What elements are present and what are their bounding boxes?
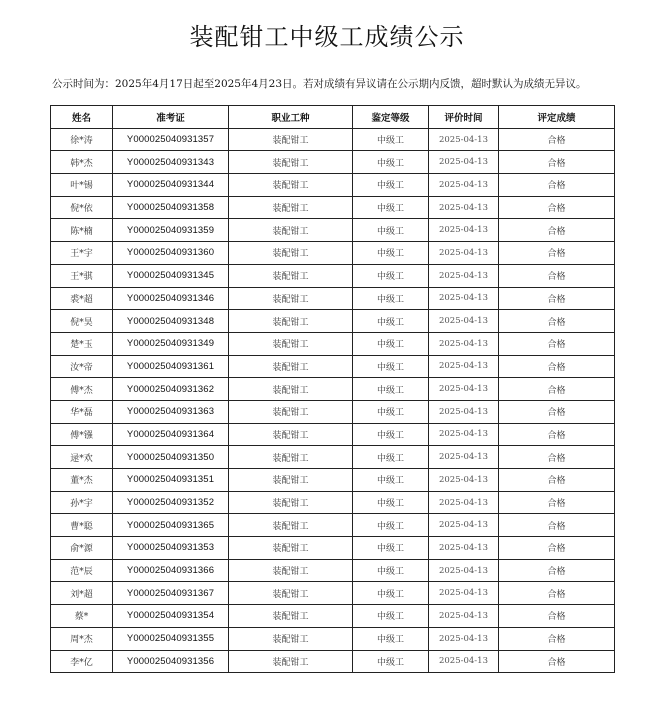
- cell-exam-id: Y000025040931359: [113, 219, 229, 242]
- cell-occupation: 装配钳工: [229, 605, 353, 628]
- cell-occupation: 装配钳工: [229, 242, 353, 265]
- table-row: [51, 469, 615, 492]
- col-header-eval-date: 评价时间: [429, 106, 499, 129]
- cell-level: 中级工: [353, 287, 429, 310]
- cell-result: 合格: [499, 400, 615, 423]
- cell-level: 中级工: [353, 514, 429, 537]
- cell-level: 中级工: [353, 196, 429, 219]
- cell-result: 合格: [499, 514, 615, 537]
- cell-name: 华*磊: [51, 400, 113, 423]
- cell-exam-id: Y000025040931358: [113, 196, 229, 219]
- col-header-result: 评定成绩: [499, 106, 615, 129]
- header-row: [51, 106, 615, 129]
- table-row: [51, 400, 615, 423]
- cell-exam-id: Y000025040931346: [113, 287, 229, 310]
- results-table: [50, 105, 615, 673]
- cell-occupation: 装配钳工: [229, 287, 353, 310]
- cell-exam-id: Y000025040931345: [113, 264, 229, 287]
- cell-level: 中级工: [353, 469, 429, 492]
- cell-occupation: 装配钳工: [229, 514, 353, 537]
- cell-result: 合格: [499, 219, 615, 242]
- results-table-body: [51, 128, 615, 673]
- cell-level: 中级工: [353, 128, 429, 151]
- cell-name: 叶*锡: [51, 174, 113, 197]
- cell-name: 范*辰: [51, 559, 113, 582]
- cell-occupation: 装配钳工: [229, 423, 353, 446]
- cell-eval-date: 2025-04-13: [429, 355, 499, 378]
- cell-level: 中级工: [353, 310, 429, 333]
- table-row: [51, 446, 615, 469]
- cell-eval-date: 2025-04-13: [429, 627, 499, 650]
- cell-name: 汝*帝: [51, 355, 113, 378]
- cell-eval-date: 2025-04-13: [429, 196, 499, 219]
- cell-eval-date: 2025-04-13: [429, 378, 499, 401]
- table-row: [51, 378, 615, 401]
- notice-text: 公示时间为：2025年4月17日起至2025年4月23日。若对成绩有异议请在公示期内反馈，超时默认为成绩无异议。: [52, 78, 587, 90]
- cell-result: 合格: [499, 469, 615, 492]
- cell-result: 合格: [499, 242, 615, 265]
- cell-exam-id: Y000025040931350: [113, 446, 229, 469]
- cell-exam-id: Y000025040931351: [113, 469, 229, 492]
- cell-name: 徐*涛: [51, 128, 113, 151]
- table-row: [51, 219, 615, 242]
- cell-name: 蔡*: [51, 605, 113, 628]
- cell-eval-date: 2025-04-13: [429, 650, 499, 673]
- cell-level: 中级工: [353, 627, 429, 650]
- col-header-occupation: 职业工种: [229, 106, 353, 129]
- table-row: [51, 605, 615, 628]
- cell-eval-date: 2025-04-13: [429, 559, 499, 582]
- cell-name: 孙*宇: [51, 491, 113, 514]
- table-row: [51, 514, 615, 537]
- page-title: 装配钳工中级工成绩公示: [189, 23, 465, 51]
- cell-eval-date: 2025-04-13: [429, 400, 499, 423]
- cell-name: 陈*楠: [51, 219, 113, 242]
- cell-level: 中级工: [353, 378, 429, 401]
- cell-eval-date: 2025-04-13: [429, 537, 499, 560]
- cell-exam-id: Y000025040931344: [113, 174, 229, 197]
- cell-occupation: 装配钳工: [229, 128, 353, 151]
- cell-level: 中级工: [353, 559, 429, 582]
- cell-eval-date: 2025-04-13: [429, 332, 499, 355]
- cell-eval-date: 2025-04-13: [429, 423, 499, 446]
- cell-exam-id: Y000025040931364: [113, 423, 229, 446]
- cell-level: 中级工: [353, 400, 429, 423]
- cell-result: 合格: [499, 287, 615, 310]
- table-row: [51, 355, 615, 378]
- cell-exam-id: Y000025040931366: [113, 559, 229, 582]
- cell-result: 合格: [499, 355, 615, 378]
- table-row: [51, 196, 615, 219]
- cell-occupation: 装配钳工: [229, 151, 353, 174]
- cell-result: 合格: [499, 128, 615, 151]
- cell-result: 合格: [499, 332, 615, 355]
- cell-occupation: 装配钳工: [229, 469, 353, 492]
- table-row: [51, 332, 615, 355]
- cell-level: 中级工: [353, 582, 429, 605]
- cell-result: 合格: [499, 559, 615, 582]
- cell-occupation: 装配钳工: [229, 650, 353, 673]
- cell-occupation: 装配钳工: [229, 627, 353, 650]
- cell-occupation: 装配钳工: [229, 582, 353, 605]
- cell-result: 合格: [499, 582, 615, 605]
- cell-occupation: 装配钳工: [229, 174, 353, 197]
- cell-result: 合格: [499, 174, 615, 197]
- cell-exam-id: Y000025040931361: [113, 355, 229, 378]
- cell-level: 中级工: [353, 219, 429, 242]
- cell-name: 董*杰: [51, 469, 113, 492]
- cell-exam-id: Y000025040931363: [113, 400, 229, 423]
- cell-eval-date: 2025-04-13: [429, 310, 499, 333]
- cell-exam-id: Y000025040931349: [113, 332, 229, 355]
- cell-level: 中级工: [353, 423, 429, 446]
- cell-level: 中级工: [353, 446, 429, 469]
- cell-result: 合格: [499, 151, 615, 174]
- cell-result: 合格: [499, 423, 615, 446]
- cell-eval-date: 2025-04-13: [429, 469, 499, 492]
- cell-result: 合格: [499, 378, 615, 401]
- cell-occupation: 装配钳工: [229, 332, 353, 355]
- table-row: [51, 537, 615, 560]
- cell-name: 李*亿: [51, 650, 113, 673]
- cell-exam-id: Y000025040931354: [113, 605, 229, 628]
- cell-occupation: 装配钳工: [229, 196, 353, 219]
- cell-exam-id: Y000025040931365: [113, 514, 229, 537]
- cell-name: 傅*镪: [51, 423, 113, 446]
- table-row: [51, 287, 615, 310]
- table-row: [51, 491, 615, 514]
- cell-result: 合格: [499, 196, 615, 219]
- cell-exam-id: Y000025040931356: [113, 650, 229, 673]
- table-row: [51, 627, 615, 650]
- cell-occupation: 装配钳工: [229, 219, 353, 242]
- cell-name: 裘*超: [51, 287, 113, 310]
- cell-level: 中级工: [353, 242, 429, 265]
- col-header-exam-id: 准考证: [113, 106, 229, 129]
- results-table-head: [51, 106, 615, 129]
- table-row: [51, 128, 615, 151]
- cell-name: 俞*源: [51, 537, 113, 560]
- cell-exam-id: Y000025040931362: [113, 378, 229, 401]
- cell-result: 合格: [499, 264, 615, 287]
- table-row: [51, 174, 615, 197]
- cell-name: 楚*玉: [51, 332, 113, 355]
- cell-name: 曹*聪: [51, 514, 113, 537]
- cell-exam-id: Y000025040931352: [113, 491, 229, 514]
- table-row: [51, 264, 615, 287]
- table-row: [51, 423, 615, 446]
- cell-name: 周*杰: [51, 627, 113, 650]
- cell-result: 合格: [499, 446, 615, 469]
- cell-occupation: 装配钳工: [229, 559, 353, 582]
- col-header-name: 姓名: [51, 106, 113, 129]
- cell-occupation: 装配钳工: [229, 491, 353, 514]
- cell-name: 逯*欢: [51, 446, 113, 469]
- cell-eval-date: 2025-04-13: [429, 582, 499, 605]
- cell-eval-date: 2025-04-13: [429, 491, 499, 514]
- cell-level: 中级工: [353, 605, 429, 628]
- cell-occupation: 装配钳工: [229, 378, 353, 401]
- cell-occupation: 装配钳工: [229, 264, 353, 287]
- cell-name: 倪*依: [51, 196, 113, 219]
- table-row: [51, 310, 615, 333]
- cell-eval-date: 2025-04-13: [429, 128, 499, 151]
- cell-eval-date: 2025-04-13: [429, 219, 499, 242]
- cell-eval-date: 2025-04-13: [429, 174, 499, 197]
- cell-level: 中级工: [353, 264, 429, 287]
- cell-occupation: 装配钳工: [229, 355, 353, 378]
- cell-occupation: 装配钳工: [229, 400, 353, 423]
- cell-name: 傅*杰: [51, 378, 113, 401]
- table-row: [51, 242, 615, 265]
- cell-result: 合格: [499, 605, 615, 628]
- cell-eval-date: 2025-04-13: [429, 446, 499, 469]
- cell-occupation: 装配钳工: [229, 310, 353, 333]
- cell-occupation: 装配钳工: [229, 446, 353, 469]
- cell-result: 合格: [499, 537, 615, 560]
- cell-eval-date: 2025-04-13: [429, 264, 499, 287]
- cell-eval-date: 2025-04-13: [429, 151, 499, 174]
- cell-exam-id: Y000025040931343: [113, 151, 229, 174]
- cell-exam-id: Y000025040931357: [113, 128, 229, 151]
- cell-exam-id: Y000025040931367: [113, 582, 229, 605]
- cell-eval-date: 2025-04-13: [429, 605, 499, 628]
- cell-name: 韩*杰: [51, 151, 113, 174]
- cell-result: 合格: [499, 310, 615, 333]
- cell-exam-id: Y000025040931355: [113, 627, 229, 650]
- cell-exam-id: Y000025040931360: [113, 242, 229, 265]
- table-row: [51, 582, 615, 605]
- cell-occupation: 装配钳工: [229, 537, 353, 560]
- cell-exam-id: Y000025040931348: [113, 310, 229, 333]
- cell-name: 王*宇: [51, 242, 113, 265]
- cell-result: 合格: [499, 650, 615, 673]
- cell-eval-date: 2025-04-13: [429, 287, 499, 310]
- cell-level: 中级工: [353, 537, 429, 560]
- cell-level: 中级工: [353, 151, 429, 174]
- cell-level: 中级工: [353, 650, 429, 673]
- cell-eval-date: 2025-04-13: [429, 242, 499, 265]
- cell-result: 合格: [499, 491, 615, 514]
- cell-name: 刘*超: [51, 582, 113, 605]
- table-row: [51, 650, 615, 673]
- cell-level: 中级工: [353, 491, 429, 514]
- cell-exam-id: Y000025040931353: [113, 537, 229, 560]
- table-row: [51, 559, 615, 582]
- cell-level: 中级工: [353, 174, 429, 197]
- cell-level: 中级工: [353, 355, 429, 378]
- cell-eval-date: 2025-04-13: [429, 514, 499, 537]
- cell-level: 中级工: [353, 332, 429, 355]
- table-row: [51, 151, 615, 174]
- cell-name: 王*骐: [51, 264, 113, 287]
- cell-result: 合格: [499, 627, 615, 650]
- cell-name: 倪*昊: [51, 310, 113, 333]
- col-header-level: 鉴定等级: [353, 106, 429, 129]
